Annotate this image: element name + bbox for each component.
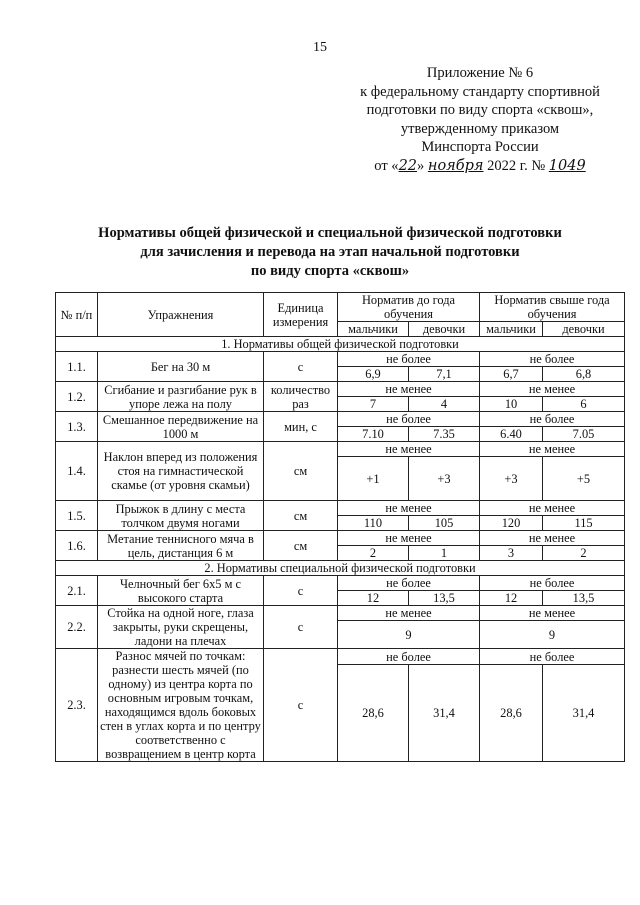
value-cell: 7.05 [543,427,625,442]
header-exercise: Упражнения [98,293,264,337]
row-condition: не более [480,649,625,665]
header-norm-after: Норматив свыше года обучения [480,293,625,322]
row-exercise: Сгибание и разгибание рук в упоре лежа на полу [98,382,264,412]
row-condition: не более [338,352,480,367]
row-num: 2.3. [56,649,98,762]
value-cell: 6.40 [480,427,543,442]
row-unit: см [264,501,338,531]
row-unit: с [264,649,338,762]
value-cell: 6,9 [338,367,409,382]
row-condition: не менее [338,501,480,516]
value-cell: 28,6 [480,665,543,762]
value-cell: 13,5 [543,591,625,606]
date-prefix: от « [374,157,399,174]
handwritten-month: ноября [427,157,484,174]
value-cell: 7.35 [409,427,480,442]
value-cell-merged: 9 [480,621,625,649]
row-exercise: Прыжок в длину с места толчком двумя ногами [98,501,264,531]
page-number: 15 [313,40,327,55]
appendix-line: Приложение № 6 [426,65,534,81]
row-unit: мин, с [264,412,338,442]
value-cell: +1 [338,457,409,501]
header-girls: девочки [409,322,480,337]
value-cell: +5 [543,457,625,501]
header-norm-before: Норматив до года обучения [338,293,480,322]
header-boys: мальчики [480,322,543,337]
row-num: 1.6. [56,531,98,561]
value-cell: 110 [338,516,409,531]
row-num: 1.5. [56,501,98,531]
appendix-line: подготовки по виду спорта «сквош», [366,102,594,118]
row-condition: не менее [480,442,625,457]
row-exercise: Метание теннисного мяча в цель, дистанция 6 м [98,531,264,561]
document-title [40,224,620,281]
appendix-line: Минспорта России [421,139,539,155]
value-cell: 6 [543,397,625,412]
value-cell: +3 [409,457,480,501]
value-cell: 2 [543,546,625,561]
section-title: 1. Нормативы общей физической подготовки [56,337,625,352]
row-exercise: Челночный бег 6х5 м с высокого старта [98,576,264,606]
value-cell: 28,6 [338,665,409,762]
handwritten-number: 1049 [548,157,586,174]
row-condition: не более [480,412,625,427]
row-condition: не более [480,352,625,367]
value-cell: 31,4 [543,665,625,762]
value-cell: 7.10 [338,427,409,442]
value-cell-merged: 9 [338,621,480,649]
row-condition: не менее [480,606,625,621]
date-year: 2022 г. № [487,157,546,174]
row-condition: не более [338,649,480,665]
row-condition: не менее [480,531,625,546]
value-cell: 2 [338,546,409,561]
order-date-line [330,157,630,176]
row-unit: см [264,531,338,561]
value-cell: 6,8 [543,367,625,382]
header-num: № п/п [56,293,98,337]
value-cell: 1 [409,546,480,561]
row-num: 1.3. [56,412,98,442]
row-unit: с [264,352,338,382]
row-unit: см [264,442,338,501]
value-cell: 115 [543,516,625,531]
row-condition: не более [338,576,480,591]
appendix-line: утвержденному приказом [400,120,560,137]
date-mid: » [417,157,425,174]
section-title: 2. Нормативы специальной физической подготовки [56,561,625,576]
row-condition: не менее [480,382,625,397]
row-exercise: Разнос мячей по точкам: разнести шесть мячей (по одному) из центра корта по основным игровым точкам, находящимся вдоль боковых стен в углах корта и по центру соответственно с возвращением в центр корта [98,649,264,762]
row-condition: не менее [338,382,480,397]
row-condition: не менее [338,442,480,457]
header-boys: мальчики [338,322,409,337]
value-cell: 12 [480,591,543,606]
value-cell: 12 [338,591,409,606]
value-cell: 10 [480,397,543,412]
row-condition: не более [480,576,625,591]
header-girls: девочки [543,322,625,337]
title-line: по виду спорта «сквош» [250,263,410,279]
norms-table [55,292,625,762]
value-cell: 31,4 [409,665,480,762]
row-exercise: Наклон вперед из положения стоя на гимнастической скамье (от уровня скамьи) [98,442,264,501]
handwritten-day: 22 [398,157,418,174]
row-exercise: Бег на 30 м [98,352,264,382]
row-exercise: Стойка на одной ноге, глаза закрыты, руки скрещены, ладони на плечах [98,606,264,649]
row-num: 2.1. [56,576,98,606]
value-cell: 7 [338,397,409,412]
value-cell: 105 [409,516,480,531]
title-line: Нормативы общей физической и специальной физической подготовки [98,225,562,241]
value-cell: 4 [409,397,480,412]
value-cell: 7,1 [409,367,480,382]
row-unit: количество раз [264,382,338,412]
value-cell: 3 [480,546,543,561]
appendix-header [330,64,630,175]
row-condition: не менее [338,531,480,546]
value-cell: 13,5 [409,591,480,606]
row-exercise: Смешанное передвижение на 1000 м [98,412,264,442]
row-num: 1.2. [56,382,98,412]
row-unit: с [264,576,338,606]
row-num: 1.1. [56,352,98,382]
header-unit: Единица измерения [264,293,338,337]
appendix-line: к федеральному стандарту спортивной [360,83,600,100]
value-cell: 6,7 [480,367,543,382]
row-num: 1.4. [56,442,98,501]
row-unit: с [264,606,338,649]
row-num: 2.2. [56,606,98,649]
row-condition: не менее [480,501,625,516]
value-cell: 120 [480,516,543,531]
value-cell: +3 [480,457,543,501]
row-condition: не менее [338,606,480,621]
title-line: для зачисления и перевода на этап начальной подготовки [140,244,520,260]
row-condition: не более [338,412,480,427]
